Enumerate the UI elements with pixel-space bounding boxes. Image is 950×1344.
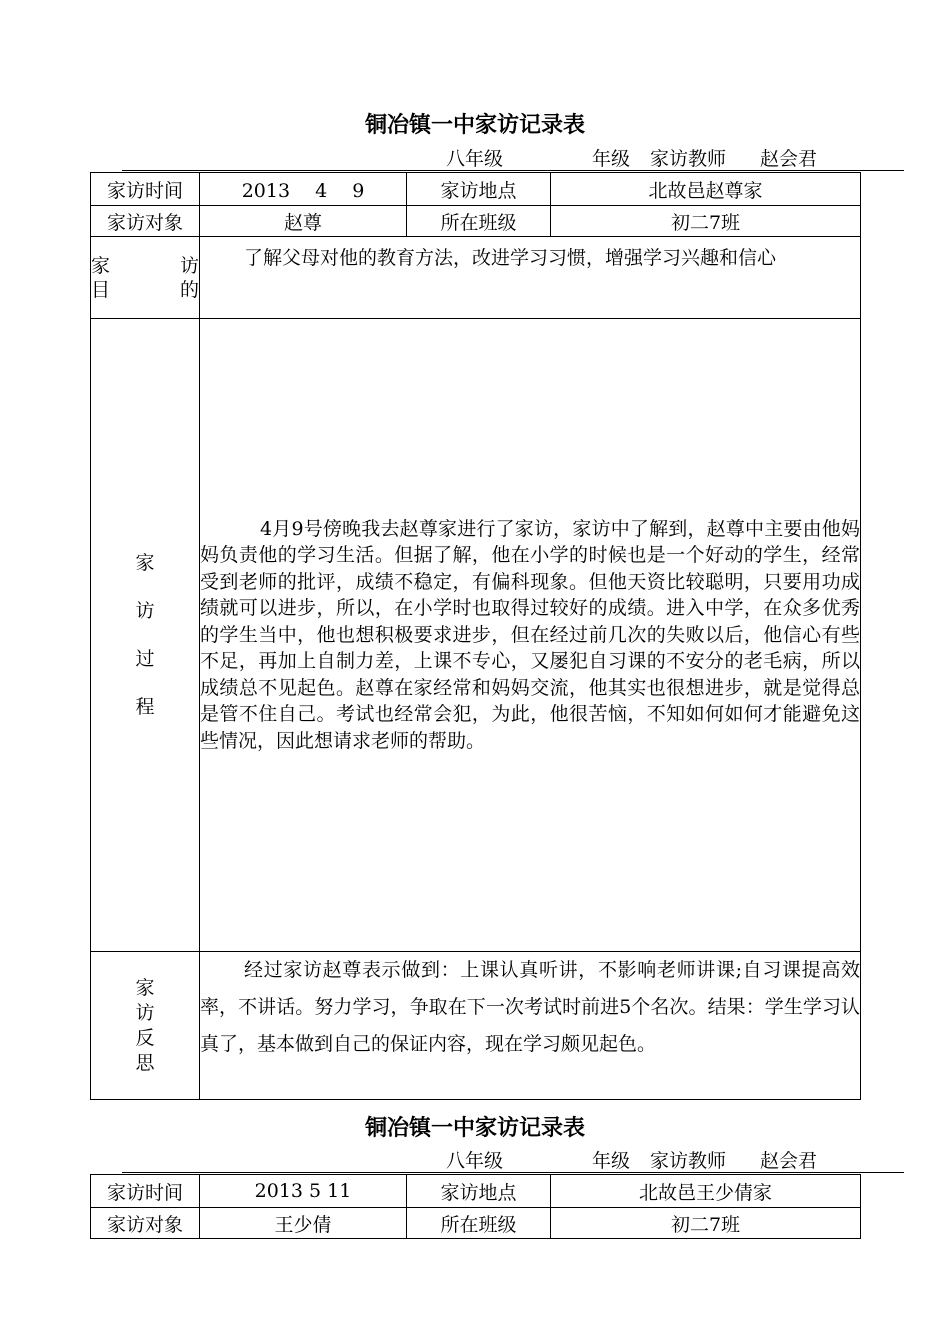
process-label: 家 访 过 程	[91, 319, 200, 952]
visit-time-label: 家访时间	[91, 1175, 200, 1208]
grade: 八年级	[446, 1150, 504, 1172]
grade: 八年级	[446, 148, 504, 170]
reflection-text: 经过家访赵尊表示做到：上课认真听讲，不影响老师讲课;自习课提高效率，不讲话。努力学习，争取在下一次考试时前进5个名次。结果：学生学习认真了，基本做到自己的保证内容，现在学习颇见起色。	[200, 952, 861, 1100]
visit-place-label: 家访地点	[407, 173, 551, 206]
record-subheader	[122, 1146, 904, 1173]
class-name: 初二7班	[551, 1208, 861, 1239]
visit-target-label: 家访对象	[91, 1208, 200, 1239]
process-text: 4月9号傍晚我去赵尊家进行了家访，家访中了解到，赵尊中主要由他妈妈负责他的学习生活。但据了解，他在小学的时候也是一个好动的学生，经常受到老师的批评，成绩不稳定，有偏科现象。但他天资比较聪明，只要用功成绩就可以进步，所以，在小学时也取得过较好的成绩。进入中学，在众多优秀的学生当中，他也想积极要求进步，但在经过前几次的失败以后，他信心有些不足，再加上自制力差，上课不专心，又屡犯自习课的不安分的老毛病，所以成绩总不见起色。赵尊在家经常和妈妈交流，他其实也很想进步，就是觉得总是管不住自己。考试也经常会犯，为此，他很苦恼，不知如何如何才能避免这些情况，因此想请求老师的帮助。	[200, 319, 861, 952]
teacher-label: 家访教师	[650, 1150, 727, 1172]
record-subheader	[122, 144, 904, 171]
teacher-name: 赵会君	[760, 1150, 818, 1172]
visit-record-table	[90, 1174, 861, 1239]
visit-time: 2013 5 11	[200, 1175, 407, 1208]
reflection-label: 家 访 反 思	[91, 952, 200, 1100]
record-title: 铜冶镇一中家访记录表	[364, 113, 585, 138]
visit-place: 北故邑王少倩家	[551, 1175, 861, 1208]
purpose-text: 了解父母对他的教育方法，改进学习习惯，增强学习兴趣和信心	[200, 237, 861, 319]
class-label: 所在班级	[407, 206, 551, 237]
visit-target-label: 家访对象	[91, 206, 200, 237]
visit-place-label: 家访地点	[407, 1175, 551, 1208]
teacher-name: 赵会君	[760, 148, 818, 170]
class-label: 所在班级	[407, 1208, 551, 1239]
class-name: 初二7班	[551, 206, 861, 237]
purpose-label: 家 访 目 的	[91, 237, 200, 319]
grade-suffix: 年级	[592, 1150, 631, 1172]
grade-suffix: 年级	[592, 148, 631, 170]
visit-time-label: 家访时间	[91, 173, 200, 206]
teacher-label: 家访教师	[650, 148, 727, 170]
visit-place: 北故邑赵尊家	[551, 173, 861, 206]
visit-target: 王少倩	[200, 1208, 407, 1239]
visit-record-table	[90, 172, 861, 1100]
visit-target: 赵尊	[200, 206, 407, 237]
visit-time: 2013 4 9	[200, 173, 407, 206]
record-title: 铜冶镇一中家访记录表	[364, 1116, 585, 1141]
